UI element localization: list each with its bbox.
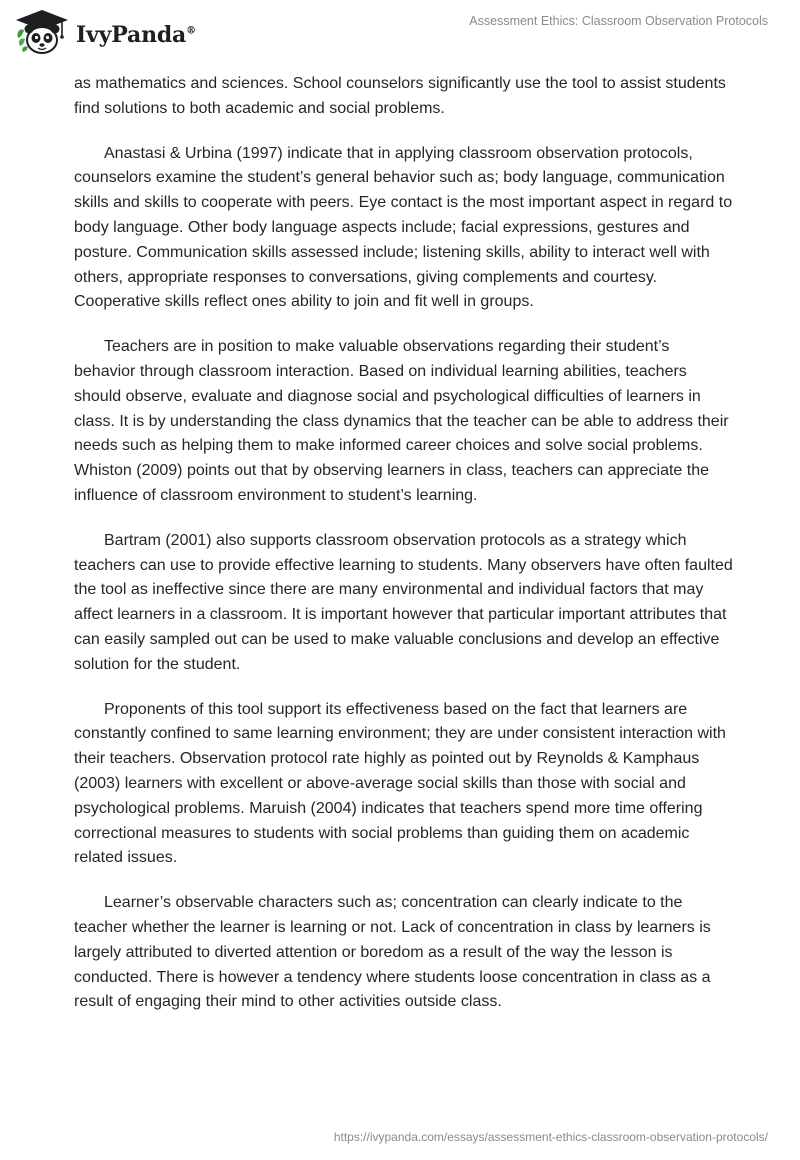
paragraph-5: Proponents of this tool support its effectiveness based on the fact that learners are constantly confined to same learning environment; they are under consistent interaction with their teachers. Observation protocol rate highly as pointed out by Reynolds & Kamphaus (2003) learners with excellent or above-average social skills than those with social and psychological problems. Maruish (2004) indicates that teachers spend more time offering correctional measures to students with social problems than guiding them on academic related issues. [74, 700, 726, 867]
paragraph-2: Anastasi & Urbina (1997) indicate that in applying classroom observation protocols, counselors examine the student’s general behavior such as; body language, communication skills and skills to cooperate with peers. Eye contact is the most important aspect in regard to body language. Other body language aspects include; facial expressions, gestures and posture. Communication skills assessed include; listening skills, ability to interact well with others, appropriate responses to conversations, giving complements and courtesy. Cooperative skills reflect ones ability to join and fit well in groups. [74, 144, 733, 311]
ivypanda-logo[interactable] [14, 8, 196, 56]
paragraph-6: Learner’s observable characters such as; concentration can clearly indicate to the teacher whether the learner is learning or not. Lack of concentration in class by learners is largely attributed to diverted attention or boredom as a result of the way the lesson is conducted. There is however a tendency where students loose concentration in class as a result of engaging their mind to other activities outside class. [74, 894, 711, 1011]
paragraph-4: Bartram (2001) also supports classroom observation protocols as a strategy which teachers can use to provide effective learning to students. Many observers have often faulted the tool as ineffective since there are many environmental and individual factors that may affect learners in a classroom. It is important however that particular important attributes that can easily sampled out can be used to make valuable conclusions and develop an effective solution for the student. [74, 531, 733, 673]
paragraph-1: as mathematics and sciences. School counselors significantly use the tool to assist students find solutions to both academic and social problems. [74, 75, 726, 117]
essay-body [74, 72, 734, 1035]
paragraph-3: Teachers are in position to make valuable observations regarding their student’s behavior through classroom interaction. Based on individual learning abilities, teachers should observe, evaluate and diagnose social and psychological difficulties of learners in class. It is by understanding the class dynamics that the teacher can be able to address their needs such as helping them to make informed career choices and solve social problems. Whiston (2009) points out that by observing learners in class, teachers can appreciate the influence of classroom environment to student’s learning. [74, 338, 729, 504]
registered-mark: ® [186, 25, 196, 37]
logo-text: IvyPanda® [76, 22, 196, 48]
source-url[interactable]: https://ivypanda.com/essays/assessment-ethics-classroom-observation-protocols/ [333, 1130, 768, 1144]
panda-graduation-cap-icon [14, 8, 70, 56]
document-title: Assessment Ethics: Classroom Observation Protocols [469, 14, 768, 28]
page-header [0, 0, 800, 70]
